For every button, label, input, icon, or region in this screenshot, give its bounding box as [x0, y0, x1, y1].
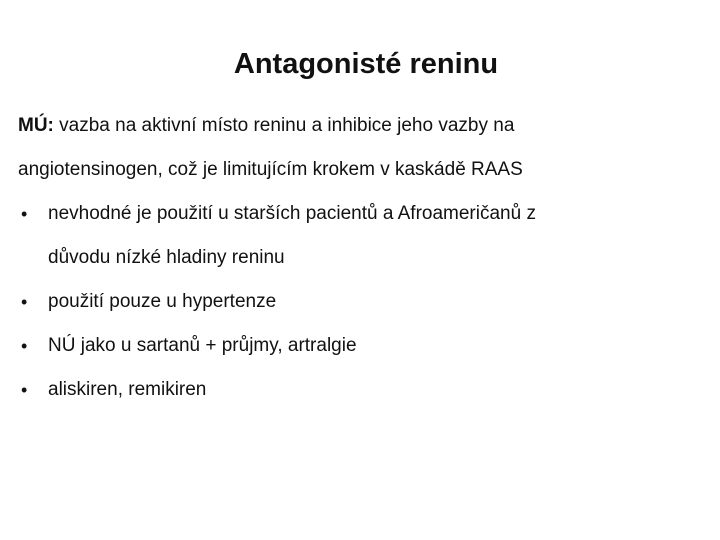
- bullet-icon: •: [21, 204, 28, 224]
- bullet-item-side-effects: [18, 324, 708, 368]
- bullet-item-drugs: [18, 368, 708, 412]
- mechanism-text-line-1: vazba na aktivní místo reninu a inhibice jeho vazby na: [53, 115, 515, 136]
- bullet-text: NÚ jako u sartanů + průjmy, artralgie: [48, 335, 357, 356]
- slide-title: Antagonisté reninu: [233, 48, 499, 80]
- bullet-text: aliskiren, remikiren: [48, 379, 207, 400]
- bullet-text: použití pouze u hypertenze: [48, 291, 277, 312]
- bullet-text-line-1: nevhodné je použití u starších pacientů a Afroameričanů z: [48, 203, 536, 224]
- bullet-icon: •: [21, 292, 28, 312]
- bullet-icon: •: [21, 336, 28, 356]
- bullet-item-hypertension: [18, 280, 708, 324]
- intro-line-1: [18, 104, 708, 148]
- mechanism-label: MÚ:: [18, 115, 54, 136]
- bullet-list: [18, 192, 708, 412]
- bullet-item-elderly: [18, 192, 708, 280]
- bullet-icon: •: [21, 380, 28, 400]
- slide-body: [18, 104, 708, 412]
- bullet-text-line-2: důvodu nízké hladiny reninu: [48, 247, 285, 268]
- intro-line-2: angiotensinogen, což je limitujícím krokem v kaskádě RAAS: [18, 159, 523, 180]
